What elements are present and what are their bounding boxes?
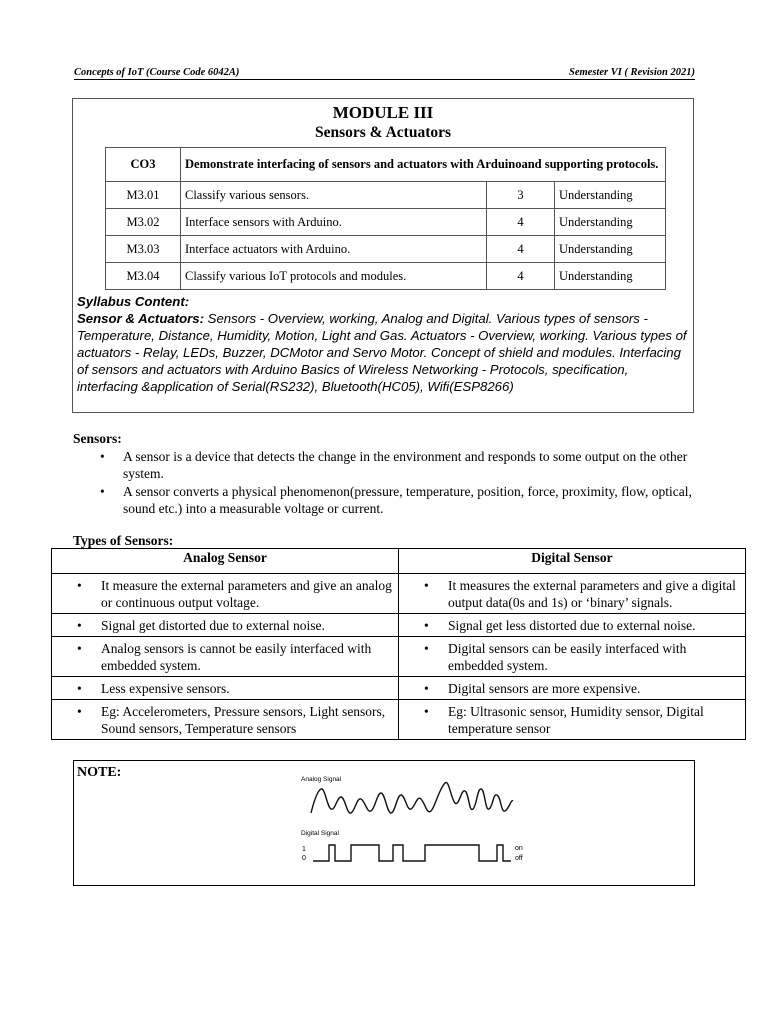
analog-text: It measure the external parameters and give an analog or continuous output voltage. (101, 578, 392, 610)
co-table-row (106, 263, 666, 290)
sensors-heading: Sensors: (73, 431, 122, 446)
syllabus-content (77, 293, 687, 395)
outcome-number: 3 (487, 182, 555, 209)
outcome-number: 4 (487, 209, 555, 236)
co-description: Demonstrate interfacing of sensors and actuators with Arduinoand supporting protocols. (181, 148, 666, 182)
digital-cell (399, 677, 746, 700)
analog-signal-label: Analog Signal (301, 776, 342, 783)
list-item: • A sensor converts a physical phenomenon(pressure, temperature, position, force, proximity, flow, optical, sound etc.) into a measurable voltage or current. (98, 483, 698, 517)
off-label: off (515, 855, 523, 862)
analog-cell (52, 700, 399, 740)
table-row (52, 614, 746, 637)
analog-text: Less expensive sensors. (101, 681, 230, 696)
page-header (74, 67, 695, 80)
on-label: on (515, 845, 523, 852)
column-header-analog: Analog Sensor (52, 549, 399, 574)
outcome-code: M3.04 (106, 263, 181, 290)
analog-cell (52, 677, 399, 700)
co-table-head (106, 148, 666, 182)
analog-text: Analog sensors is cannot be easily interfaced with embedded system. (101, 641, 372, 673)
digital-text: Signal get less distorted due to external noise. (448, 618, 696, 633)
outcome-level: Understanding (555, 263, 666, 290)
digital-text: Eg: Ultrasonic sensor, Humidity sensor, Digital temperature sensor (448, 704, 704, 736)
note-box (73, 760, 695, 886)
outcome-text: Classify various sensors. (181, 182, 487, 209)
analog-text: Signal get distorted due to external noise. (101, 618, 325, 633)
digital-waveform (313, 845, 511, 861)
analog-cell (52, 574, 399, 614)
analog-cell (52, 637, 399, 677)
analog-waveform (311, 782, 513, 813)
list-item: • A sensor is a device that detects the change in the environment and responds to some output on the other system. (98, 448, 698, 482)
digital-text: It measures the external parameters and give a digital output data(0s and 1s) or ‘binary’ signals. (448, 578, 736, 610)
digital-text: Digital sensors can be easily interfaced with embedded system. (448, 641, 687, 673)
outcome-number: 4 (487, 236, 555, 263)
course-outcome-table (105, 147, 666, 290)
digital-signal-label: Digital Signal (301, 830, 339, 837)
outcome-level: Understanding (555, 236, 666, 263)
table-row (52, 574, 746, 614)
syllabus-heading: Syllabus Content: (77, 294, 190, 309)
outcome-number: 4 (487, 263, 555, 290)
bullet-icon: • (77, 681, 82, 696)
syllabus-lead: Sensor & Actuators: (77, 311, 205, 326)
module-subtitle: Sensors & Actuators (314, 124, 452, 141)
bullet-icon: • (424, 578, 429, 593)
bullet-icon: • (424, 681, 429, 696)
outcome-text: Interface actuators with Arduino. (181, 236, 487, 263)
syllabus-body: Sensors - Overview, working, Analog and Digital. Various types of sensors - Temperature, Distance, Humidity, Motion, Light and Gas. Actuators - Overview, working. Various types of actuators - Relay, LEDs, Buzzer, DCMotor and Servo Motor. Concept of shield and modules. Interfacing of sensors and actuators with Arduino Basics of Wireless Networking - Protocols, specification, interfacing &application of Serial(RS232), Bluetooth(HC05), Wifi(ESP8266) (77, 311, 687, 394)
bullet-icon: • (424, 641, 429, 656)
low-level-label: 0 (302, 855, 306, 862)
digital-text: Digital sensors are more expensive. (448, 681, 641, 696)
types-heading: Types of Sensors: (73, 533, 174, 548)
outcome-code: M3.01 (106, 182, 181, 209)
analog-text: Eg: Accelerometers, Pressure sensors, Light sensors, Sound sensors, Temperature sensors (101, 704, 386, 736)
bullet-icon: • (424, 704, 429, 719)
table-row (52, 637, 746, 677)
outcome-text: Interface sensors with Arduino. (181, 209, 487, 236)
co-table-row (106, 182, 666, 209)
bullet-icon: • (77, 618, 82, 633)
digital-cell (399, 637, 746, 677)
bullet-icon: • (424, 618, 429, 633)
outcome-text: Classify various IoT protocols and modules. (181, 263, 487, 290)
note-label: NOTE: (77, 765, 122, 780)
table-row (52, 700, 746, 740)
co-table-row (106, 236, 666, 263)
module-title: MODULE III (332, 103, 434, 122)
bullet-icon: • (77, 578, 82, 593)
sensor-types-table (51, 548, 746, 740)
analog-cell (52, 614, 399, 637)
module-box (72, 98, 694, 413)
digital-cell (399, 574, 746, 614)
syllabus-paragraph (77, 310, 687, 395)
co-table-row (106, 209, 666, 236)
types-table-head (52, 549, 746, 574)
course-title: Concepts of IoT (Course Code 6042A) (74, 67, 240, 78)
outcome-code: M3.02 (106, 209, 181, 236)
outcome-level: Understanding (555, 182, 666, 209)
digital-cell (399, 614, 746, 637)
signal-diagram (299, 769, 539, 879)
outcome-code: M3.03 (106, 236, 181, 263)
co-code: CO3 (106, 148, 181, 182)
outcome-level: Understanding (555, 209, 666, 236)
column-header-digital: Digital Sensor (399, 549, 746, 574)
table-row (52, 677, 746, 700)
semester-label: Semester VI ( Revision 2021) (569, 67, 695, 78)
high-level-label: 1 (302, 846, 306, 853)
sensor-definition-list (98, 448, 698, 518)
bullet-icon: • (77, 641, 82, 656)
bullet-icon: • (77, 704, 82, 719)
digital-cell (399, 700, 746, 740)
